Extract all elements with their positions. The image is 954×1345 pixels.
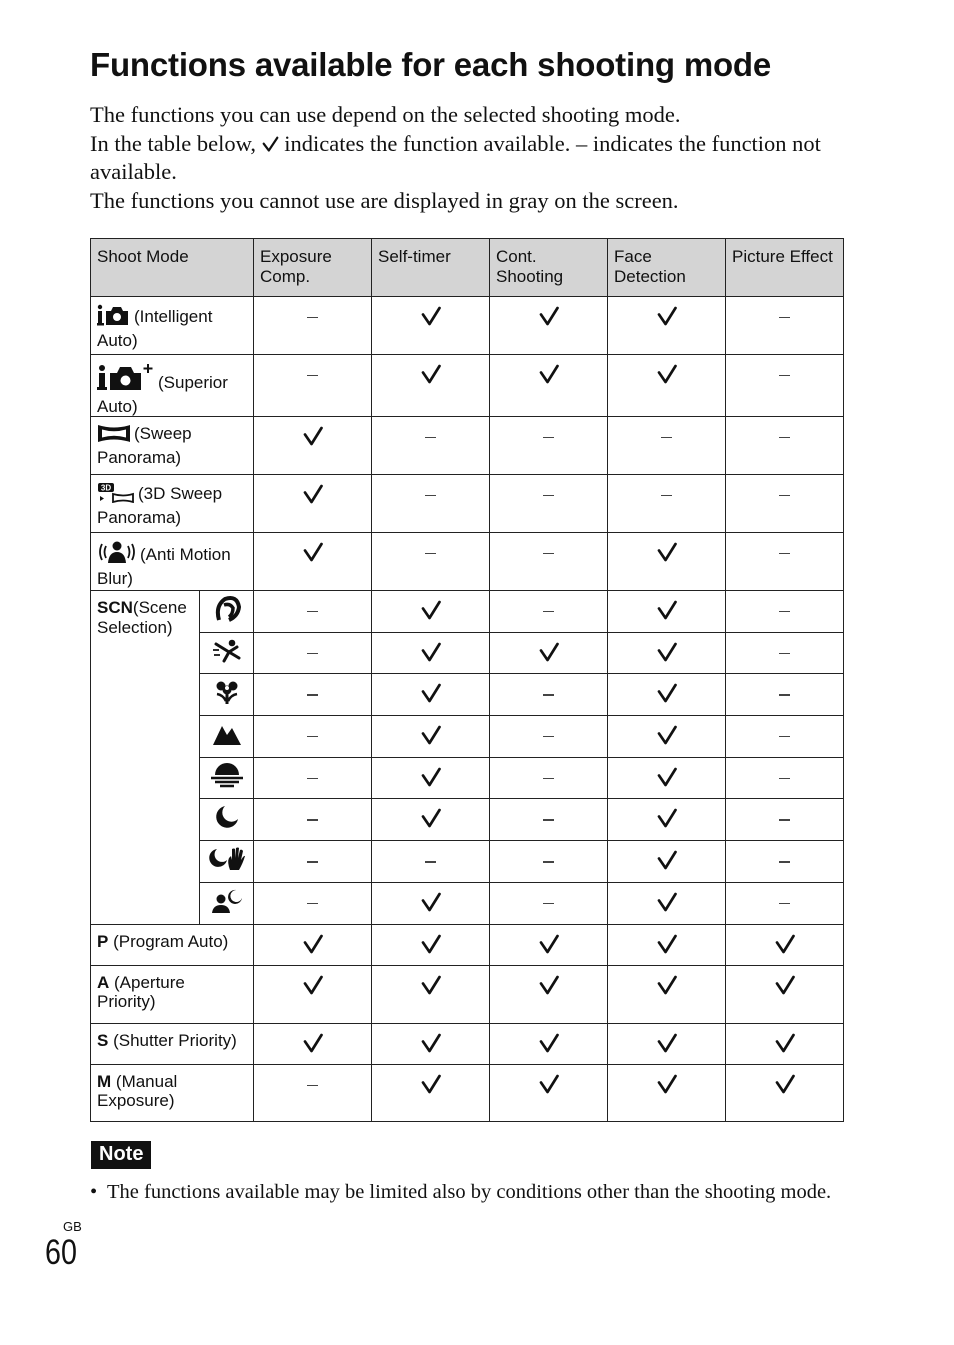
shoot-mode-label: (Intelligent Auto) <box>97 307 213 350</box>
note-badge: Note <box>91 1141 151 1169</box>
available-cell <box>254 924 372 965</box>
available-cell <box>490 965 608 1023</box>
checkmark-icon <box>656 724 678 744</box>
checkmark-icon <box>656 766 678 786</box>
available-cell <box>372 757 490 799</box>
unavailable-cell <box>726 799 844 841</box>
dash-mark <box>543 903 554 904</box>
shoot-mode-label: (Aperture Priority) <box>97 972 185 1011</box>
checkmark-icon <box>420 974 442 994</box>
available-cell <box>490 632 608 674</box>
shoot-mode-cell <box>91 297 254 355</box>
dash-mark <box>307 375 318 376</box>
unavailable-cell <box>490 674 608 716</box>
unavailable-cell <box>608 475 726 533</box>
available-cell <box>608 924 726 965</box>
table-header-row <box>91 239 844 297</box>
unavailable-cell <box>254 632 372 674</box>
dash-mark <box>779 861 790 862</box>
unavailable-cell <box>490 533 608 591</box>
unavailable-cell <box>490 716 608 758</box>
superior-auto-icon <box>97 362 155 397</box>
available-cell <box>254 965 372 1023</box>
unavailable-cell <box>372 533 490 591</box>
table-row <box>91 632 844 674</box>
dash-mark <box>543 778 554 779</box>
table-row <box>91 924 844 965</box>
checkmark-icon <box>420 933 442 953</box>
table-row <box>91 355 844 417</box>
checkmark-icon <box>656 1032 678 1052</box>
note-bullet: • <box>90 1181 98 1203</box>
page-title: Functions available for each shooting mode <box>90 46 772 83</box>
dash-mark <box>307 694 318 695</box>
mode-letter: M <box>97 1071 112 1091</box>
dash-mark <box>307 861 318 862</box>
available-cell <box>608 841 726 883</box>
unavailable-cell <box>254 757 372 799</box>
shoot-mode-label: (Shutter Priority) <box>113 1030 237 1050</box>
sunset-icon <box>210 774 244 793</box>
available-cell <box>608 632 726 674</box>
unavailable-cell <box>254 799 372 841</box>
checkmark-icon <box>774 1032 796 1052</box>
sweep-panorama-icon <box>97 424 131 448</box>
checkmark-icon <box>420 1032 442 1052</box>
checkmark-icon <box>774 1073 796 1093</box>
unavailable-cell <box>372 475 490 533</box>
dash-mark <box>307 653 318 654</box>
header-face-detection: Face Detection <box>608 239 726 297</box>
available-cell <box>726 924 844 965</box>
intro-line-2 <box>90 130 850 187</box>
dash-mark <box>543 437 554 438</box>
available-cell <box>490 297 608 355</box>
checkmark-icon <box>656 807 678 827</box>
table-row <box>91 533 844 591</box>
checkmark-icon <box>656 974 678 994</box>
dash-mark <box>779 694 790 695</box>
scene-selection-label: (Scene Selection) <box>97 598 187 637</box>
unavailable-cell <box>726 297 844 355</box>
available-cell <box>372 882 490 924</box>
table-row <box>91 841 844 883</box>
checkmark-icon <box>656 641 678 661</box>
unavailable-cell <box>726 355 844 417</box>
available-cell <box>608 799 726 841</box>
macro-icon <box>215 690 239 709</box>
shoot-mode-cell <box>91 475 254 533</box>
table-row <box>91 674 844 716</box>
available-cell <box>254 1023 372 1064</box>
header-self-timer: Self-timer <box>372 239 490 297</box>
portrait-icon <box>213 607 241 626</box>
available-cell <box>372 965 490 1023</box>
dash-mark <box>779 819 790 820</box>
shoot-mode-cell <box>91 417 254 475</box>
available-cell <box>372 1023 490 1064</box>
checkmark-icon <box>656 849 678 869</box>
shoot-mode-cell <box>91 533 254 591</box>
checkmark-icon <box>656 891 678 911</box>
hand-held-twilight-icon <box>208 857 246 876</box>
shoot-mode-label: (3D Sweep Panorama) <box>97 484 223 527</box>
available-cell <box>490 1023 608 1064</box>
dash-mark <box>543 736 554 737</box>
checkmark-icon <box>538 974 560 994</box>
dash-mark <box>661 437 672 438</box>
dash-mark <box>779 495 790 496</box>
unavailable-cell <box>254 841 372 883</box>
header-picture-effect: Picture Effect <box>726 239 844 297</box>
dash-mark <box>543 694 554 695</box>
unavailable-cell <box>726 841 844 883</box>
anti-motion-blur-icon <box>97 540 137 569</box>
table-row <box>91 475 844 533</box>
available-cell <box>608 355 726 417</box>
scn-label: SCN <box>97 598 133 617</box>
header-shoot-mode: Shoot Mode <box>91 239 254 297</box>
checkmark-icon <box>420 891 442 911</box>
available-cell <box>254 533 372 591</box>
3d-sweep-panorama-icon <box>97 482 135 508</box>
available-cell <box>490 1064 608 1121</box>
table-row <box>91 882 844 924</box>
checkmark-icon <box>538 305 560 325</box>
dash-mark <box>543 861 554 862</box>
header-exposure-comp: Exposure Comp. <box>254 239 372 297</box>
available-cell <box>608 674 726 716</box>
dash-mark <box>779 437 790 438</box>
available-cell <box>372 297 490 355</box>
scene-icon-cell <box>200 632 254 674</box>
checkmark-icon <box>656 933 678 953</box>
checkmark-icon <box>420 766 442 786</box>
unavailable-cell <box>726 716 844 758</box>
note-body: The functions available may be limited also by conditions other than the shooting mode. <box>107 1181 832 1203</box>
checkmark-icon <box>538 933 560 953</box>
checkmark-icon <box>420 682 442 702</box>
intro-line-2-start: In the table below, <box>90 130 262 156</box>
unavailable-cell <box>608 417 726 475</box>
intro-text <box>90 101 850 216</box>
available-cell <box>372 1064 490 1121</box>
available-cell <box>372 355 490 417</box>
svg-text:3D: 3D <box>100 483 112 493</box>
shoot-mode-cell <box>91 924 254 965</box>
unavailable-cell <box>726 475 844 533</box>
scene-icon-cell <box>200 882 254 924</box>
unavailable-cell <box>726 674 844 716</box>
dash-mark <box>307 1085 318 1086</box>
scene-icon-cell <box>200 841 254 883</box>
dash-mark <box>425 553 436 554</box>
unavailable-cell <box>726 533 844 591</box>
available-cell <box>726 965 844 1023</box>
unavailable-cell <box>490 475 608 533</box>
unavailable-cell <box>372 417 490 475</box>
table-row <box>91 799 844 841</box>
unavailable-cell <box>254 1064 372 1121</box>
dash-mark <box>425 437 436 438</box>
dash-mark <box>543 819 554 820</box>
available-cell <box>608 533 726 591</box>
dash-mark <box>543 611 554 612</box>
checkmark-icon <box>302 933 324 953</box>
table-row <box>91 757 844 799</box>
mode-letter: A <box>97 972 110 992</box>
sports-action-icon <box>212 649 242 668</box>
checkmark-icon <box>420 807 442 827</box>
dash-mark <box>779 903 790 904</box>
dash-mark <box>661 495 672 496</box>
unavailable-cell <box>726 632 844 674</box>
unavailable-cell <box>254 674 372 716</box>
scene-icon-cell <box>200 799 254 841</box>
available-cell <box>608 1064 726 1121</box>
table-row <box>91 1064 844 1121</box>
available-cell <box>608 965 726 1023</box>
checkmark-icon <box>656 1073 678 1093</box>
table-row <box>91 297 844 355</box>
dash-mark <box>779 553 790 554</box>
intelligent-auto-icon <box>97 304 131 331</box>
scene-icon-cell <box>200 674 254 716</box>
dash-mark <box>425 861 436 862</box>
region-label: GB <box>63 1219 82 1234</box>
scene-icon-cell <box>200 757 254 799</box>
available-cell <box>608 716 726 758</box>
landscape-icon <box>212 731 242 750</box>
unavailable-cell <box>490 841 608 883</box>
dash-mark <box>779 611 790 612</box>
checkmark-icon <box>656 682 678 702</box>
dash-mark <box>425 495 436 496</box>
checkmark-icon <box>656 363 678 383</box>
intro-line-2-end: indicates the function available. – indicates the function not available. <box>90 130 821 185</box>
table-row <box>91 591 844 633</box>
scene-icon-cell <box>200 591 254 633</box>
available-cell <box>372 799 490 841</box>
note-text <box>90 1179 850 1207</box>
available-cell <box>726 1064 844 1121</box>
shoot-mode-cell <box>91 965 254 1023</box>
shoot-mode-label: (Manual Exposure) <box>97 1071 178 1110</box>
shoot-mode-cell <box>91 1064 254 1121</box>
unavailable-cell <box>726 757 844 799</box>
checkmark-icon <box>420 1073 442 1093</box>
unavailable-cell <box>490 591 608 633</box>
available-cell <box>608 757 726 799</box>
shoot-mode-cell <box>91 355 254 417</box>
shooting-mode-table <box>90 238 844 1122</box>
table-row <box>91 965 844 1023</box>
dash-mark <box>779 778 790 779</box>
checkmark-icon <box>420 599 442 619</box>
checkmark-icon <box>538 641 560 661</box>
unavailable-cell <box>254 716 372 758</box>
checkmark-icon <box>262 136 279 153</box>
dash-mark <box>307 903 318 904</box>
dash-mark <box>307 778 318 779</box>
unavailable-cell <box>254 591 372 633</box>
dash-mark <box>779 375 790 376</box>
page-number: 60 <box>45 1233 77 1272</box>
checkmark-icon <box>538 1073 560 1093</box>
available-cell <box>726 1023 844 1064</box>
available-cell <box>254 475 372 533</box>
dash-mark <box>779 653 790 654</box>
scene-selection-cell <box>91 591 200 925</box>
dash-mark <box>543 495 554 496</box>
checkmark-icon <box>302 974 324 994</box>
available-cell <box>254 417 372 475</box>
mode-letter: S <box>97 1030 109 1050</box>
shoot-mode-label: (Anti Motion Blur) <box>97 545 231 588</box>
night-portrait-icon <box>211 899 243 918</box>
available-cell <box>372 674 490 716</box>
shoot-mode-label: (Sweep Panorama) <box>97 424 192 467</box>
checkmark-icon <box>420 641 442 661</box>
available-cell <box>608 1023 726 1064</box>
dash-mark <box>779 736 790 737</box>
checkmark-icon <box>656 599 678 619</box>
checkmark-icon <box>774 933 796 953</box>
checkmark-icon <box>420 724 442 744</box>
scene-icon-cell <box>200 716 254 758</box>
checkmark-icon <box>302 483 324 503</box>
checkmark-icon <box>656 541 678 561</box>
unavailable-cell <box>726 417 844 475</box>
shoot-mode-label: (Program Auto) <box>113 931 229 951</box>
available-cell <box>490 355 608 417</box>
available-cell <box>608 882 726 924</box>
dash-mark <box>779 317 790 318</box>
mode-letter: P <box>97 931 109 951</box>
unavailable-cell <box>254 882 372 924</box>
checkmark-icon <box>302 425 324 445</box>
checkmark-icon <box>420 305 442 325</box>
table-row <box>91 1023 844 1064</box>
unavailable-cell <box>490 757 608 799</box>
available-cell <box>372 716 490 758</box>
checkmark-icon <box>774 974 796 994</box>
dash-mark <box>543 553 554 554</box>
available-cell <box>372 591 490 633</box>
unavailable-cell <box>490 799 608 841</box>
unavailable-cell <box>254 355 372 417</box>
shoot-mode-cell <box>91 1023 254 1064</box>
unavailable-cell <box>490 417 608 475</box>
checkmark-icon <box>538 1032 560 1052</box>
unavailable-cell <box>254 297 372 355</box>
intro-line-1: The functions you can use depend on the selected shooting mode. <box>90 102 681 127</box>
night-scene-icon <box>214 815 240 834</box>
dash-mark <box>307 317 318 318</box>
checkmark-icon <box>302 541 324 561</box>
available-cell <box>608 591 726 633</box>
checkmark-icon <box>656 305 678 325</box>
checkmark-icon <box>302 1032 324 1052</box>
header-cont-shooting: Cont. Shooting <box>490 239 608 297</box>
dash-mark <box>307 736 318 737</box>
unavailable-cell <box>490 882 608 924</box>
dash-mark <box>307 819 318 820</box>
available-cell <box>372 924 490 965</box>
available-cell <box>372 632 490 674</box>
available-cell <box>490 924 608 965</box>
unavailable-cell <box>726 882 844 924</box>
table-row <box>91 417 844 475</box>
unavailable-cell <box>372 841 490 883</box>
table-row <box>91 716 844 758</box>
intro-line-3: The functions you cannot use are displayed in gray on the screen. <box>90 188 679 214</box>
available-cell <box>608 297 726 355</box>
checkmark-icon <box>538 363 560 383</box>
dash-mark <box>307 611 318 612</box>
unavailable-cell <box>726 591 844 633</box>
shoot-mode-label: (Superior Auto) <box>97 373 228 416</box>
checkmark-icon <box>420 363 442 383</box>
